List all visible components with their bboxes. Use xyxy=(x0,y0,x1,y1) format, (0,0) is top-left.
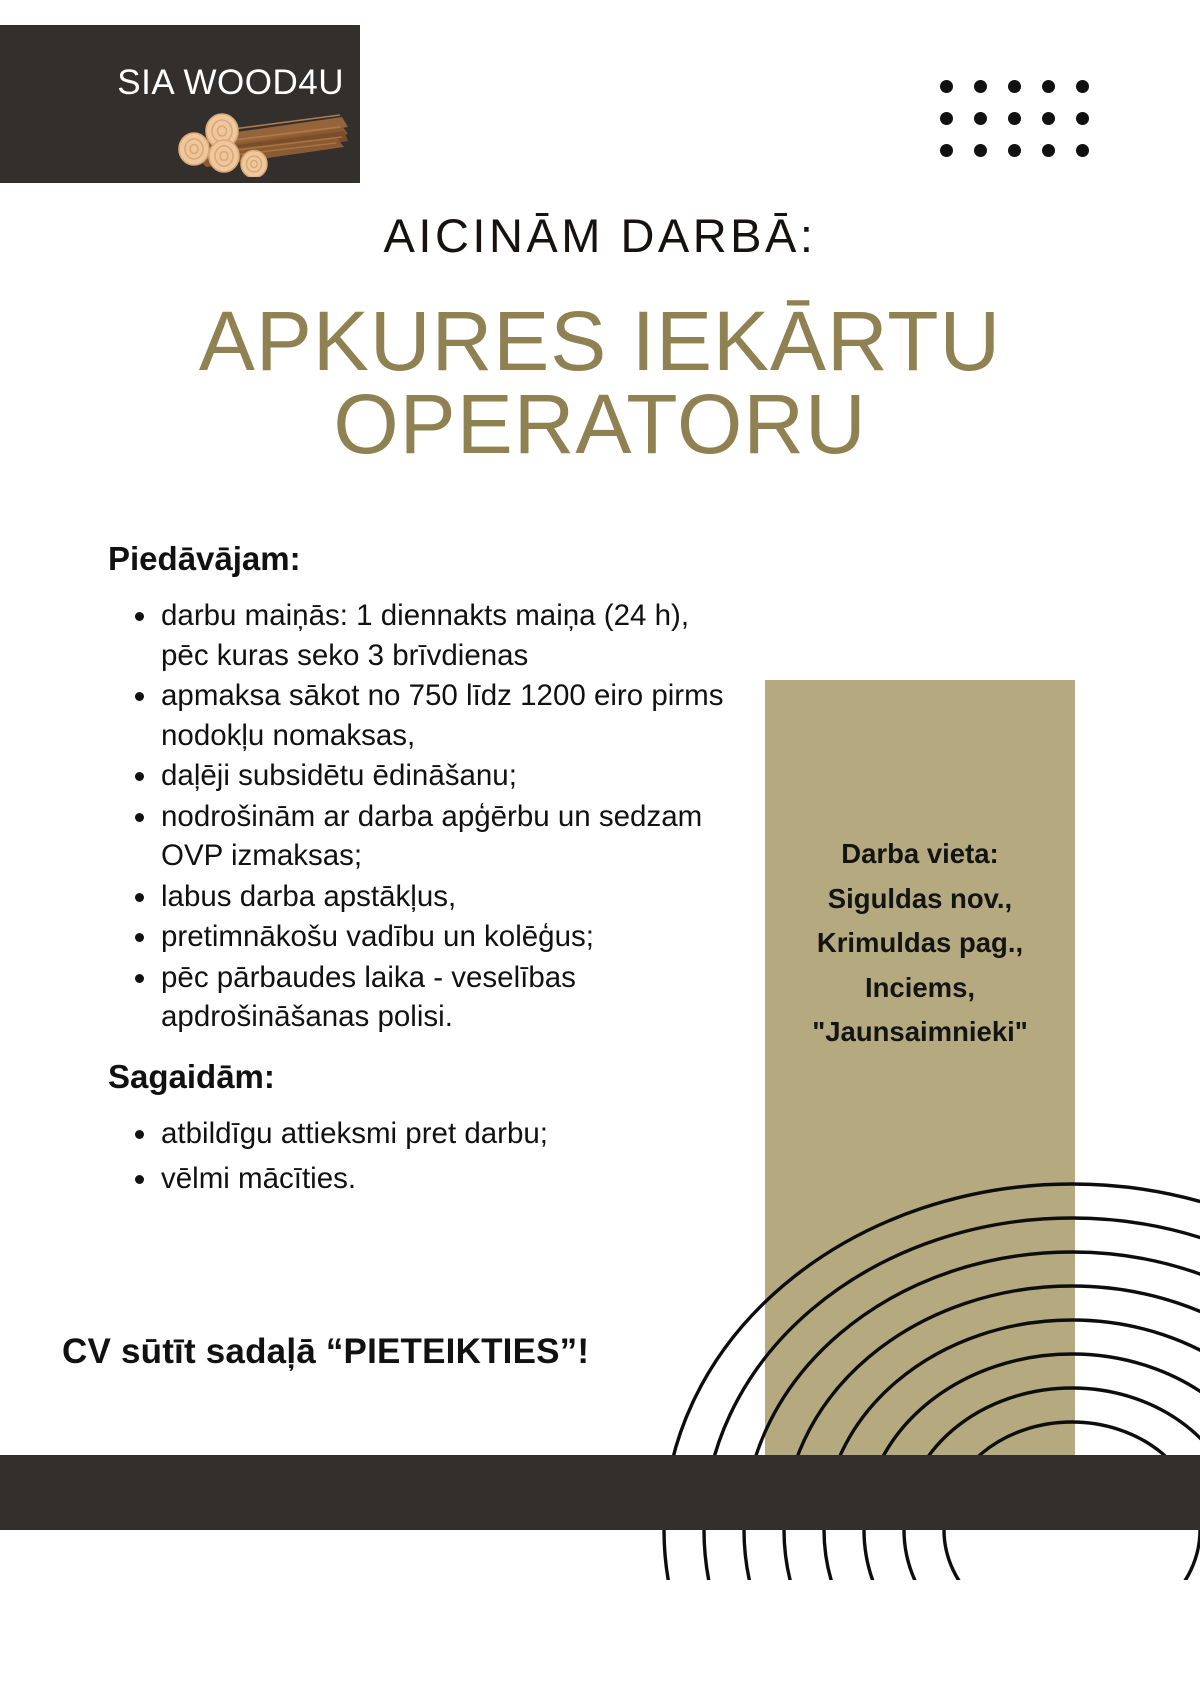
location-line-1: Siguldas nov., xyxy=(827,882,1013,914)
job-title-line-2: OPERATORU xyxy=(333,377,867,472)
dot xyxy=(1076,144,1089,157)
expect-heading: Sagaidām: xyxy=(108,1057,275,1095)
location-panel xyxy=(765,680,1075,1455)
cta-text: CV sūtīt sadaļā “PIETEIKTIES”! xyxy=(62,1332,590,1371)
offer-list xyxy=(118,596,740,1037)
dot xyxy=(1076,80,1089,93)
offer-heading: Piedāvājam: xyxy=(108,540,301,577)
location-text xyxy=(775,832,1065,1055)
dot xyxy=(1008,80,1021,93)
wood-logs-icon xyxy=(172,101,348,177)
list-item: daļēji subsidētu ēdināšanu; xyxy=(118,756,740,796)
dot xyxy=(974,144,987,157)
location-label: Darba vieta: xyxy=(841,838,999,869)
list-item: labus darba apstākļus, xyxy=(118,877,740,917)
dot xyxy=(1008,112,1021,125)
list-item: pēc pārbaudes laika - veselības apdrošināšanas polisi. xyxy=(118,958,740,1037)
location-line-3: Inciems, xyxy=(864,971,976,1003)
list-item: nodrošinām ar darba apģērbu un sedzam OVP izmaksas; xyxy=(118,797,740,876)
dot xyxy=(974,80,987,93)
job-title-line-1: APKURES IEKĀRTU xyxy=(198,294,1002,388)
job-title xyxy=(40,294,1160,472)
list-item: atbildīgu attieksmi pret darbu; xyxy=(118,1114,740,1154)
list-item: vēlmi mācīties. xyxy=(118,1159,740,1199)
location-line-2: Krimuldas pag., xyxy=(816,927,1024,959)
list-item: pretimnākošu vadību un kolēģus; xyxy=(118,917,740,957)
location-line-4: "Jaunsaimnieki" xyxy=(812,1016,1028,1048)
dot xyxy=(940,144,953,157)
dot xyxy=(1042,112,1055,125)
main-content xyxy=(0,540,740,1205)
bottom-bar xyxy=(0,1455,1200,1530)
dot-grid-icon xyxy=(940,80,1110,176)
company-name: SIA WOOD4U xyxy=(117,63,344,102)
dot xyxy=(1042,80,1055,93)
dot xyxy=(1008,144,1021,157)
kicker-text: AICINĀM DARBĀ: xyxy=(383,209,817,262)
dot xyxy=(974,112,987,125)
dot xyxy=(940,112,953,125)
dot xyxy=(1076,112,1089,125)
list-item: apmaksa sākot no 750 līdz 1200 eiro pirms nodokļu nomaksas, xyxy=(118,676,740,755)
dot xyxy=(940,80,953,93)
expect-list xyxy=(118,1114,740,1199)
company-logo-block xyxy=(0,25,360,183)
spacer xyxy=(0,1038,740,1058)
list-item: darbu maiņās: 1 diennakts maiņa (24 h), pēc kuras seko 3 brīvdienas xyxy=(118,596,740,675)
dot xyxy=(1042,144,1055,157)
